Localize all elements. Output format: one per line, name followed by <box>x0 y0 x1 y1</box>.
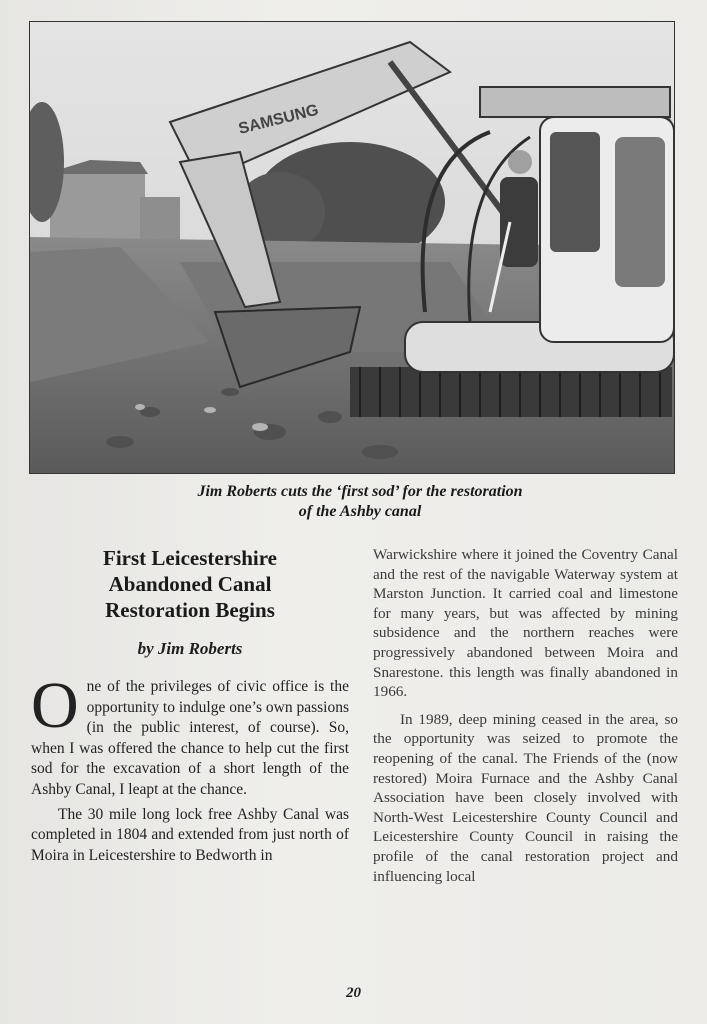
paragraph-1 <box>31 669 349 801</box>
paragraph-4: In 1989, deep mining ceased in the area, so the opportunity was seized to promote the reopening of the canal. The Friends of the (now restored) Moira Furnace and the Ashby Canal Association have been closely involved with North-West Leicestershire County Council and Leicestershire County Council in raising the profile of the canal restoration project and influencing local <box>373 710 678 885</box>
headline-line-3: Restoration Begins <box>105 598 275 622</box>
page-number: 20 <box>346 985 361 1001</box>
photo-caption <box>60 482 660 522</box>
paragraph-1-text: ne of the privileges of civic office is the opportunity to indulge one’s own passions (in the public interest, of course). So, when I was offered the chance to help cut the first sod for the excavation of a short length of the Ashby Canal, I leapt at the chance. <box>31 678 349 798</box>
headline-line-2: Abandoned Canal <box>108 572 272 596</box>
caption-line-2: of the Ashby canal <box>298 503 422 520</box>
caption-line-1: Jim Roberts cuts the ‘first sod’ for the restoration <box>197 483 523 500</box>
samsung-logo: SAMSUNG <box>236 101 321 138</box>
drop-cap: O <box>31 669 79 742</box>
article-headline <box>31 545 349 623</box>
photo-illustration <box>30 22 674 473</box>
paragraph-2: The 30 mile long lock free Ashby Canal was completed in 1804 and extended from just north of Moira in Leicestershire to Bedworth in <box>31 805 349 864</box>
headline-line-1: First Leicestershire <box>103 546 277 570</box>
right-column <box>373 545 678 886</box>
paragraph-3: Warwickshire where it joined the Coventry Canal and the rest of the navigable Waterway system at Marston Junction. It carried coal and limestone for many years, but was affected by mining subsidence and the northern reaches were progressively abandoned between Moira and Snarestone. this length was finally abandoned in 1966. <box>373 546 678 701</box>
left-column <box>31 545 349 866</box>
article-byline: by Jim Roberts <box>137 639 243 658</box>
excavator-photo <box>29 21 675 474</box>
